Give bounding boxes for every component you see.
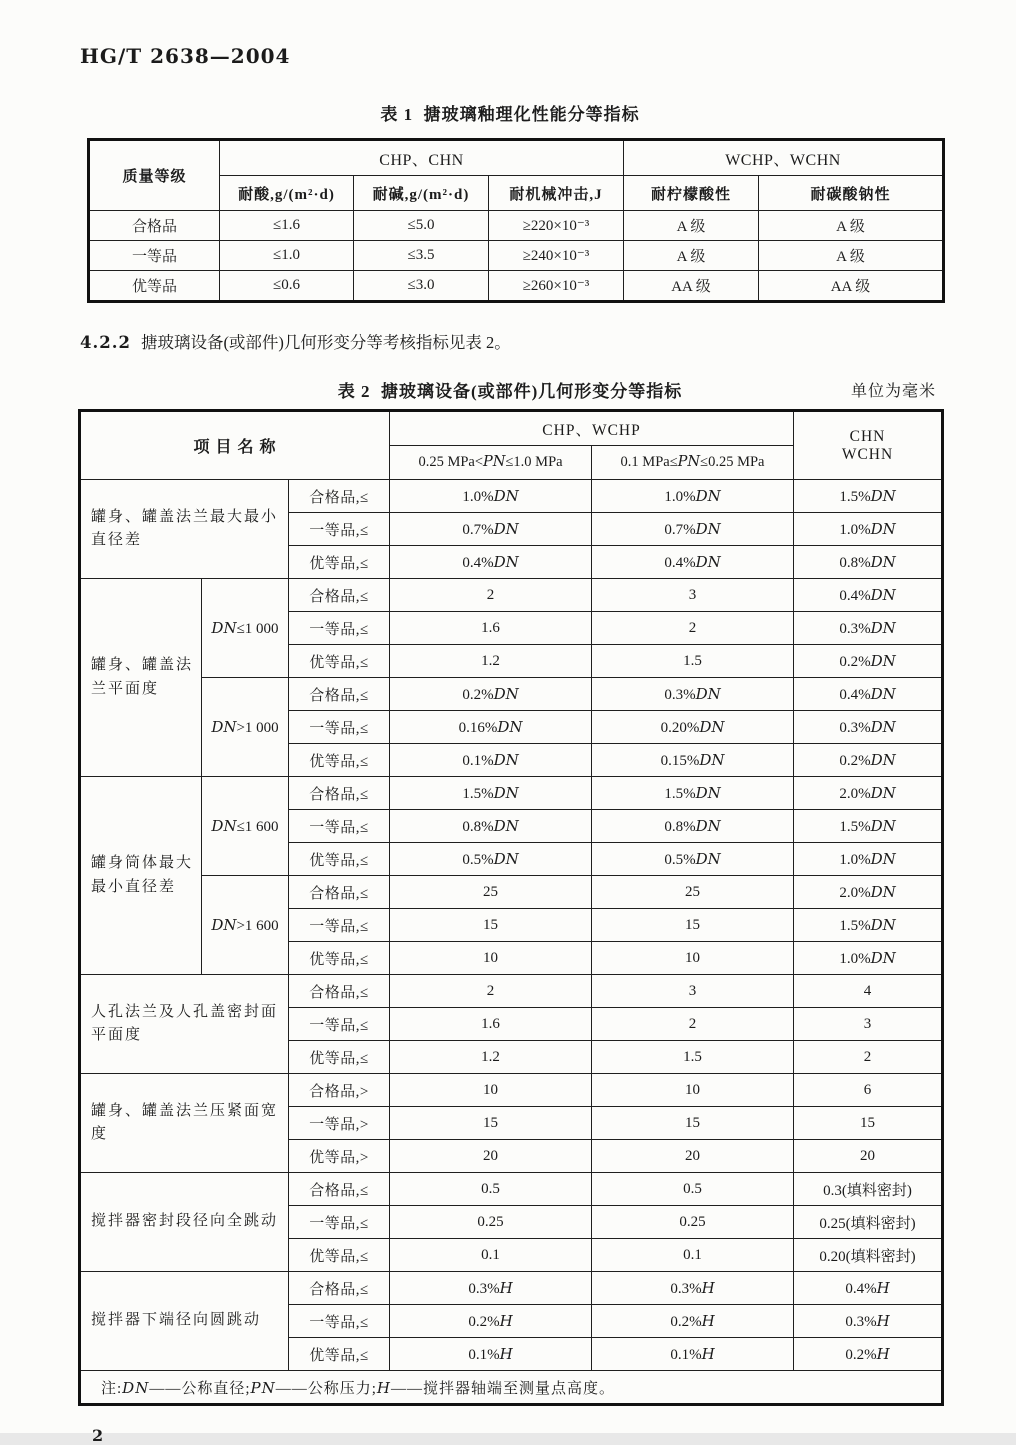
table1-subheader-acid: 耐酸,g/(m²·d) [220,176,354,211]
value-cell: 0.8%DN [390,810,592,843]
value-cell: 0.3%DN [794,711,943,744]
value-cell: 0.2%H [390,1305,592,1338]
grade-cell: 优等品 [89,271,220,302]
grade-cell: 合格品 [89,211,220,241]
dn-range-cell: DN>1 600 [202,876,289,975]
value-cell: 0.25(填料密封) [794,1206,943,1239]
grade-cell: 合格品,≤ [289,975,390,1008]
value-cell: A 级 [624,211,759,241]
value-cell: 0.20%DN [592,711,794,744]
table2-unit-note: 单位为毫米 [850,383,936,400]
value-cell: 0.4%DN [794,579,943,612]
value-cell: ≤5.0 [354,211,489,241]
value-cell: 0.8%DN [794,546,943,579]
value-cell: 0.3%H [794,1305,943,1338]
grade-cell: 合格品,≤ [289,1173,390,1206]
value-cell: 0.3%DN [592,678,794,711]
value-cell: 1.0%DN [592,480,794,513]
value-cell: 20 [390,1140,592,1173]
value-cell: A 级 [759,241,944,271]
value-cell: AA 级 [624,271,759,302]
value-cell: 1.6 [390,1008,592,1041]
item-name-cell: 罐身、罐盖法兰平面度 [80,579,202,777]
value-cell: 1.5%DN [592,777,794,810]
table1-row-qualified [89,211,944,241]
value-cell: ≤0.6 [220,271,354,302]
value-cell: 0.4%DN [794,678,943,711]
table2-header-row-1 [80,411,943,446]
value-cell: ≤3.0 [354,271,489,302]
grade-cell: 优等品,≤ [289,942,390,975]
value-cell: 1.5%DN [794,480,943,513]
pressure-range-1: 0.25 MPa<PN≤1.0 MPa [390,446,592,480]
value-cell: 15 [794,1107,943,1140]
table2-row [80,1272,943,1305]
table2-body [80,480,943,1371]
grade-cell: 一等品,> [289,1107,390,1140]
value-cell: 0.20(填料密封) [794,1239,943,1272]
grade-cell: 优等品,≤ [289,645,390,678]
item-name-cell: 罐身、罐盖法兰最大最小直径差 [80,480,289,579]
grade-cell: 一等品 [89,241,220,271]
value-cell: 2 [390,975,592,1008]
value-cell: 0.4%DN [592,546,794,579]
value-cell: 1.0%DN [390,480,592,513]
value-cell: 15 [592,1107,794,1140]
value-cell: 0.2%H [794,1338,943,1371]
value-cell: ≥260×10⁻³ [489,271,624,302]
table1-subheader-citric: 耐柠檬酸性 [624,176,759,211]
dn-range-cell: DN≤1 600 [202,777,289,876]
standard-number: HG/T 2638—2004 [80,44,291,68]
item-name-cell: 人孔法兰及人孔盖密封面平面度 [80,975,289,1074]
table1-caption: 表 1 搪玻璃釉理化性能分等指标 [380,105,640,124]
section-number: 4.2.2 [80,333,131,352]
value-cell: 0.4%DN [390,546,592,579]
value-cell: 0.2%DN [794,744,943,777]
value-cell: 0.1 [390,1239,592,1272]
table1-row-first-class [89,241,944,271]
value-cell: 0.5%DN [592,843,794,876]
table2-note: 注:DN——公称直径;PN——公称压力;H——搅拌器轴端至测量点高度。 [80,1371,943,1405]
value-cell: 0.1 [592,1239,794,1272]
value-cell: ≤3.5 [354,241,489,271]
value-cell: 0.8%DN [592,810,794,843]
value-cell: 0.7%DN [390,513,592,546]
grade-cell: 合格品,≤ [289,1272,390,1305]
grade-cell: 一等品,≤ [289,909,390,942]
value-cell: 1.5 [592,645,794,678]
table1-subheader-alkali: 耐碱,g/(m²·d) [354,176,489,211]
value-cell: 15 [592,909,794,942]
value-cell: 0.3%DN [794,612,943,645]
table2-row [80,579,943,612]
item-name-cell: 搅拌器下端径向圆跳动 [80,1272,289,1371]
value-cell: 15 [390,909,592,942]
value-cell: 0.15%DN [592,744,794,777]
grade-cell: 一等品,≤ [289,513,390,546]
value-cell: 0.1%DN [390,744,592,777]
item-name-cell: 罐身、罐盖法兰压紧面宽度 [80,1074,289,1173]
value-cell: 0.1%H [390,1338,592,1371]
value-cell: 1.5%DN [794,810,943,843]
grade-cell: 一等品,≤ [289,711,390,744]
grade-cell: 一等品,≤ [289,1008,390,1041]
table2-caption-row [78,377,942,401]
value-cell: 1.6 [390,612,592,645]
section-4-2-2 [80,329,942,353]
table2-caption: 表 2 搪玻璃设备(或部件)几何形变分等指标 [337,382,683,401]
pressure-range-2: 0.1 MPa≤PN≤0.25 MPa [592,446,794,480]
grade-cell: 优等品,≤ [289,1338,390,1371]
value-cell: 0.25 [592,1206,794,1239]
value-cell: 2 [794,1041,943,1074]
table1-corner-header: 质量等级 [89,140,220,211]
value-cell: 0.3(填料密封) [794,1173,943,1206]
table2-group-chn-wchn [794,411,943,480]
grade-cell: 合格品,≤ [289,876,390,909]
grade-cell: 合格品,≤ [289,678,390,711]
value-cell: 6 [794,1074,943,1107]
value-cell: 10 [390,942,592,975]
grade-cell: 优等品,≤ [289,843,390,876]
value-cell: 1.5%DN [794,909,943,942]
item-name-cell: 搅拌器密封段径向全跳动 [80,1173,289,1272]
value-cell: 20 [794,1140,943,1173]
chn-line: CHN [849,427,886,445]
value-cell: 0.2%DN [794,645,943,678]
value-cell: 0.16%DN [390,711,592,744]
value-cell: 0.5 [390,1173,592,1206]
grade-cell: 一等品,≤ [289,1305,390,1338]
grade-cell: 一等品,≤ [289,810,390,843]
value-cell: 2.0%DN [794,876,943,909]
value-cell: 1.2 [390,1041,592,1074]
table1 [87,138,945,303]
value-cell: 2 [592,612,794,645]
value-cell: 25 [390,876,592,909]
value-cell: 0.1%H [592,1338,794,1371]
grade-cell: 优等品,≤ [289,1041,390,1074]
table2 [78,409,944,1406]
value-cell: 0.3%H [390,1272,592,1305]
value-cell: ≥220×10⁻³ [489,211,624,241]
table2-row [80,876,943,909]
value-cell: 0.2%H [592,1305,794,1338]
value-cell: 0.5%DN [390,843,592,876]
value-cell: 10 [592,942,794,975]
section-text: 搪玻璃设备(或部件)几何形变分等考核指标见表 2。 [140,333,511,352]
value-cell: 2.0%DN [794,777,943,810]
grade-cell: 优等品,≤ [289,1239,390,1272]
value-cell: A 级 [624,241,759,271]
dn-range-cell: DN≤1 000 [202,579,289,678]
value-cell: 1.0%DN [794,513,943,546]
grade-cell: 优等品,≤ [289,744,390,777]
grade-cell: 合格品,> [289,1074,390,1107]
page-number: 2 [92,1426,104,1445]
value-cell: 2 [592,1008,794,1041]
grade-cell: 合格品,≤ [289,579,390,612]
value-cell: 1.2 [390,645,592,678]
value-cell: 15 [390,1107,592,1140]
value-cell: AA 级 [759,271,944,302]
value-cell: 0.25 [390,1206,592,1239]
value-cell: 2 [390,579,592,612]
value-cell: 0.3%H [592,1272,794,1305]
table1-header-row-1 [89,140,944,176]
value-cell: 3 [592,975,794,1008]
table1-group-wchp-wchn: WCHP、WCHN [624,140,944,176]
table2-row [80,1173,943,1206]
table2-note-row [80,1371,943,1405]
grade-cell: 一等品,≤ [289,612,390,645]
value-cell: 25 [592,876,794,909]
dn-range-cell: DN>1 000 [202,678,289,777]
wchn-line: WCHN [841,445,894,463]
value-cell: 4 [794,975,943,1008]
value-cell: 0.5 [592,1173,794,1206]
value-cell: ≤1.0 [220,241,354,271]
grade-cell: 优等品,≤ [289,546,390,579]
value-cell: 20 [592,1140,794,1173]
grade-cell: 合格品,≤ [289,777,390,810]
value-cell: 3 [794,1008,943,1041]
value-cell: 1.0%DN [794,843,943,876]
grade-cell: 优等品,> [289,1140,390,1173]
item-name-cell: 罐身筒体最大最小直径差 [80,777,202,975]
table2-row [80,480,943,513]
value-cell: 10 [592,1074,794,1107]
table2-row [80,1074,943,1107]
value-cell: ≥240×10⁻³ [489,241,624,271]
table2-item-name-header: 项 目 名 称 [80,411,390,480]
table2-row [80,678,943,711]
table2-row [80,777,943,810]
grade-cell: 一等品,≤ [289,1206,390,1239]
value-cell: 1.5 [592,1041,794,1074]
table2-group-chp-wchp: CHP、WCHP [390,411,794,446]
table1-row-premium [89,271,944,302]
value-cell: 1.5%DN [390,777,592,810]
table1-group-chp-chn: CHP、CHN [220,140,624,176]
grade-cell: 合格品,≤ [289,480,390,513]
table1-subheader-impact: 耐机械冲击,J [489,176,624,211]
table2-row [80,975,943,1008]
value-cell: 1.0%DN [794,942,943,975]
value-cell: 0.2%DN [390,678,592,711]
value-cell: 10 [390,1074,592,1107]
value-cell: 3 [592,579,794,612]
table1-subheader-sodium: 耐碳酸钠性 [759,176,944,211]
value-cell: A 级 [759,211,944,241]
value-cell: 0.4%H [794,1272,943,1305]
value-cell: ≤1.6 [220,211,354,241]
value-cell: 0.7%DN [592,513,794,546]
